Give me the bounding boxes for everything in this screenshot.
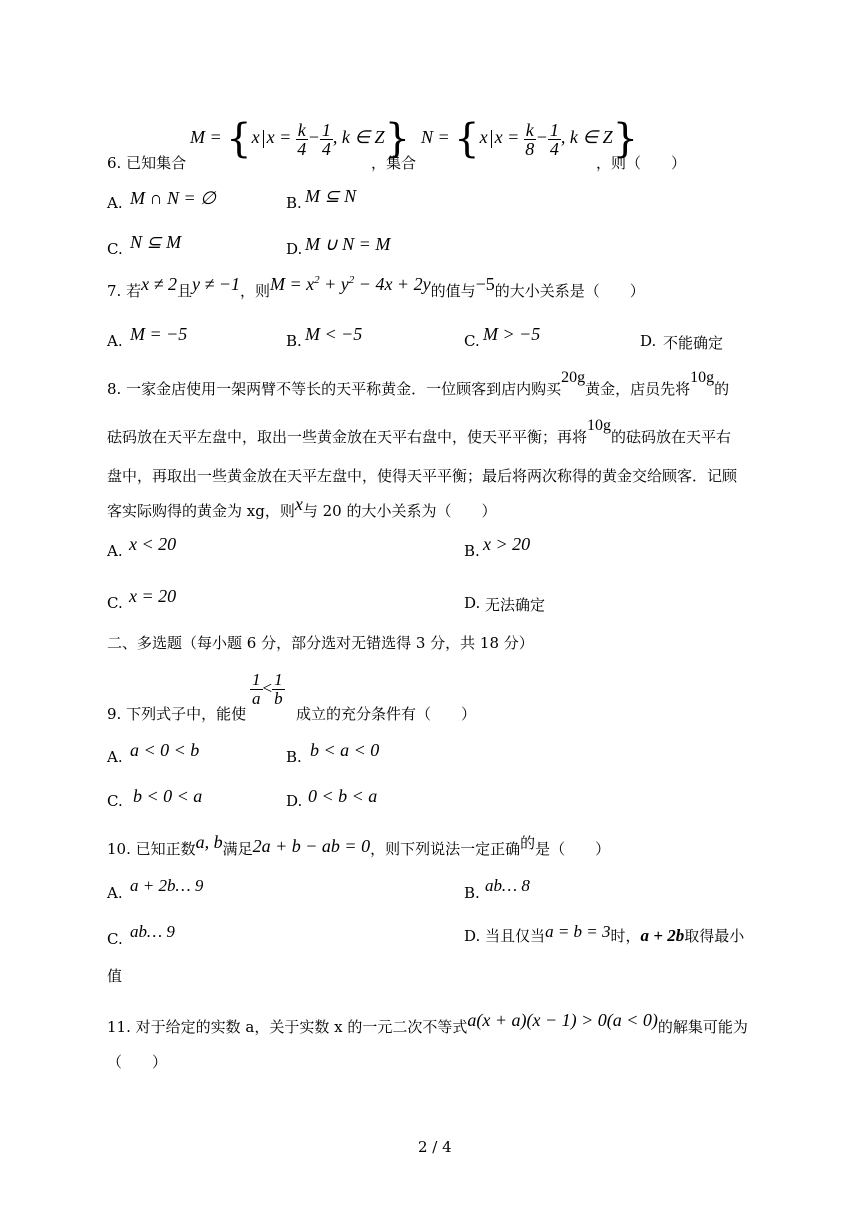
q10-option-d: D. 当且仅当a = b = 3时，a + 2b取得最小 xyxy=(464,922,745,945)
q8-line-3: 盘中，再取出一些黄金放在天平左盘中，使得天平平衡；最后将两次称得的黄金交给顾客．记顾 xyxy=(107,467,738,485)
q7-option-b-label: B. xyxy=(286,332,302,350)
q9-inequality: $\frac{1}{a}$ < $\frac{1}{b}$ xyxy=(252,670,283,708)
q6-stem-prefix: 6. 已知集合 xyxy=(107,154,187,172)
q6-option-c: N ⊆ M xyxy=(130,232,182,252)
q9-option-b: b < a < 0 xyxy=(310,740,380,760)
q8-option-d-label: D. xyxy=(464,594,481,612)
q7-stem: 7. 若x ≠ 2且y ≠ −1，则$M = x^2 + y^2 - 4x + 2y$的值与−5的大小关系是（ ） xyxy=(107,274,645,300)
q8-line-1: 8. 一家金店使用一架两臂不等长的天平称黄金．一位顾客到店内购买20g黄金，店员先将10g的 xyxy=(107,369,730,398)
q7-option-c-label: C. xyxy=(464,332,480,350)
q8-option-d: 无法确定 xyxy=(485,596,546,614)
q11-stem: 11. 对于给定的实数 a，关于实数 x 的一元二次不等式a(x + a)(x − 1) > 0(a < 0)的解集可能为 xyxy=(107,1010,748,1036)
q8-option-a: x < 20 xyxy=(129,534,177,554)
q10-option-b: ab… 8 xyxy=(485,876,530,895)
q6-option-a-label: A. xyxy=(107,194,123,212)
q6-option-d-label: D. xyxy=(286,240,303,258)
q8-line-4: 客实际购得的黄金为 xg，则x与 20 的大小关系为（ ） xyxy=(107,494,497,520)
q10-option-a: a + 2b… 9 xyxy=(130,876,204,895)
q7-option-d: 不能确定 xyxy=(663,334,724,352)
q6-option-a: M ∩ N = ∅ xyxy=(130,188,216,208)
q7-option-b: M < −5 xyxy=(305,324,363,344)
q6-option-c-label: C. xyxy=(107,240,123,258)
q6-set-m: M = {x x = $\frac{k}{4}$ − $\frac{1}{4}$ , k ∈ Z} xyxy=(190,116,411,162)
q9-option-c: b < 0 < a xyxy=(133,786,203,806)
q6-set-n: N = {x x = $\frac{k}{8}$ − $\frac{1}{4}$ , k ∈ Z} xyxy=(421,116,639,162)
q7-option-a-label: A. xyxy=(107,332,123,350)
q9-stem-suffix: 成立的充分条件有（ ） xyxy=(296,705,477,723)
q8-option-b: x > 20 xyxy=(483,534,531,554)
q8-option-c: x = 20 xyxy=(129,586,177,606)
q8-line-2: 砝码放在天平左盘中，取出一些黄金放在天平右盘中，使天平平衡；再将10g的砝码放在天平右 xyxy=(107,417,732,446)
q7-option-a: M = −5 xyxy=(130,324,188,344)
q6-option-b-label: B. xyxy=(286,194,302,212)
q9-option-d: 0 < b < a xyxy=(308,786,378,806)
page-number: 2 / 4 xyxy=(418,1138,452,1156)
q6-option-b: M ⊆ N xyxy=(305,186,357,206)
q9-stem-prefix: 9. 下列式子中，能使 xyxy=(107,705,247,723)
q8-option-a-label: A. xyxy=(107,542,123,560)
q9-option-b-label: B. xyxy=(286,748,302,766)
q11-answer-blank: （ ） xyxy=(107,1053,168,1071)
q10-stem: 10. 已知正数a, b满足2a + b − ab = 0，则下列说法一定正确的是（ ） xyxy=(107,832,611,858)
q10-option-d-continued: 值 xyxy=(107,967,123,985)
q10-option-c-label: C. xyxy=(107,930,123,948)
q10-option-a-label: A. xyxy=(107,884,123,902)
section-heading-multiple-choice: 二、多选题（每小题 6 分，部分选对无错选得 3 分，共 18 分） xyxy=(107,634,534,652)
q9-option-a: a < 0 < b xyxy=(130,740,200,760)
q6-stem-suffix: ，则（ ） xyxy=(596,154,687,172)
q9-option-d-label: D. xyxy=(286,792,303,810)
q10-option-b-label: B. xyxy=(464,884,480,902)
q10-option-c: ab… 9 xyxy=(130,922,175,941)
q8-option-c-label: C. xyxy=(107,594,123,612)
q8-option-b-label: B. xyxy=(464,542,480,560)
q9-option-a-label: A. xyxy=(107,748,123,766)
q7-option-c: M > −5 xyxy=(483,324,541,344)
q7-option-d-label: D. xyxy=(640,332,657,350)
q9-option-c-label: C. xyxy=(107,792,123,810)
q6-option-d: M ∪ N = M xyxy=(305,234,391,254)
q6-stem-mid: ，集合 xyxy=(371,154,417,172)
